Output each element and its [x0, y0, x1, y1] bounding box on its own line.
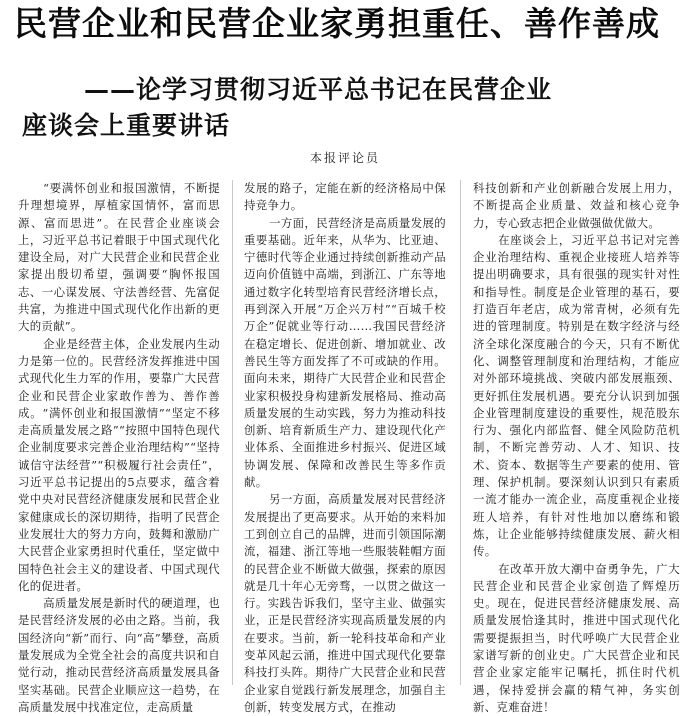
paragraph: 一方面，民营经济是高质量发展的重要基础。近年来，从华为、比亚迪、宁德时代等企业通过持续创新推动产品迈向价值链中高端，到浙江、广东等地通过数字化转型培育民营经济增长点，再到深入开展“万企兴万村”“百城千校万企”促就业等行动……我国民营经济在稳定增长、促进创新、增加就业、改善民生等方面发挥了不可或缺的作用。面向未来，期待广大民营企业和民营企业家积极投身构建新发展格局、推动高质量发展的生动实践，努力为推动科技创新、培育新质生产力、建设现代化产业体系、全面推进乡村振兴、促进区域协调发展、保障和改善民生等多作贡献。 — [244, 215, 446, 490]
subtitle-line-2: 座谈会上重要讲话 — [22, 111, 231, 140]
subtitle-line-1: ——论学习贯彻习近平总书记在民营企业 — [84, 75, 553, 104]
byline: 本报评论员 — [309, 151, 380, 165]
paragraph: 高质量发展是新时代的硬道理，也是民营经济发展的必由之路。当前，我国经济向“新”而行、向“高”攀登，高质量发展成为全党全社会的高度共识和自觉行动，推动民营经济高质量发展具备坚实基础。民营企业顺应这一趋势，在高质量发展中找准定位，走高质量 — [18, 596, 220, 714]
column-divider — [232, 180, 233, 685]
paragraph: “要满怀创业和报国激情，不断提升理想境界，厚植家国情怀，富而思源、富而思进”。在民营企业座谈会上，习近平总书记着眼于中国式现代化建设全局，对广大民营企业和民营企业家提出殷切希望，强调要“胸怀报国志、一心谋发展、守法善经营、先富促共富，为推进中国式现代化作出新的更大的贡献”。 — [18, 181, 220, 334]
paragraph: 在改革开放大潮中奋勇争先，广大民营企业和民营企业家创造了辉煌历史。现在，促进民营经济健康发展、高质量发展恰逢其时，推进中国式现代化需要提振担当，时代呼唤广大民营企业家谱写新的创业史。广大民营企业和民营企业家定能牢记嘱托，抓住时代机遇，保持爱拼会赢的精气神，务实创新、克难奋进！ — [473, 561, 680, 714]
article-column-3 — [473, 180, 680, 714]
headline: 民营企业和民营企业家勇担重任、善作善成 — [14, 4, 660, 43]
article-column-1 — [18, 180, 220, 714]
column-divider — [460, 180, 461, 685]
paragraph: 企业是经营主体，企业发展内生动力是第一位的。民营经济发挥推进中国式现代化生力军的作用，要靠广大民营企业和民营企业家敢作善为、善作善成。“满怀创业和报国激情”“坚定不移走高质量发展之路”“按照中国特色现代企业制度要求完善企业治理结构”“坚持诚信守法经营”“积极履行社会责任”，习近平总书记提出的5点要求，蕴含着党中央对民营经济健康发展和民营企业家健康成长的深切期待，指明了民营企业发展壮大的努力方向，鼓舞和激励广大民营企业家勇担时代重任，坚定做中国特色社会主义的建设者、中国式现代化的促进者。 — [18, 336, 220, 593]
paragraph-continued: 科技创新和产业创新融合发展上用力，不断提高企业质量、效益和核心竞争力，专心致志把企业做强做优做大。 — [473, 181, 680, 230]
subtitle — [22, 72, 686, 144]
paragraph-continued: 发展的路子，定能在新的经济格局中保持竞争力。 — [244, 181, 446, 213]
paragraph: 另一方面，高质量发展对民营经济发展提出了更高要求。从开始的来料加工到创立自己的品牌，进而引领国际潮流，福建、浙江等地一些服装鞋帽方面的民营企业不断做大做强，探索的原因就是几十年心无旁骛，一以贯之做这一行。实践告诉我们，坚守主业、做强实业，正是民营经济实现高质量发展的内在要求。当前，新一轮科技革命和产业变革风起云涌，推进中国式现代化要靠科技打头阵。期待广大民营企业和民营企业家自觉践行新发展理念，加强自主创新，转变发展方式，在推动 — [244, 492, 446, 714]
paragraph: 在座谈会上，习近平总书记对完善企业治理结构、重视企业接班人培养等提出明确要求，具有很强的现实针对性和指导性。制度是企业管理的基石，要打造百年老店，成为常青树，必须有先进的管理制度。特别是在数字经济与经济全球化深度融合的今天，只有不断优化、调整管理制度和治理结构，才能应对外部环境挑战、突破内部发展瓶颈、更好抓住发展机遇。要充分认识到加强企业管理制度建设的重要性，规范股东行为、强化内部监督、健全风险防范机制，不断完善劳动、人才、知识、技术、资本、数据等生产要素的使用、管理、保护机制。要深刻认识到只有素质一流才能办一流企业，高度重视企业接班人培养，有针对性地加以磨练和锻炼，让企业能够持续健康发展、薪火相传。 — [473, 232, 680, 559]
article-column-2 — [244, 180, 446, 714]
